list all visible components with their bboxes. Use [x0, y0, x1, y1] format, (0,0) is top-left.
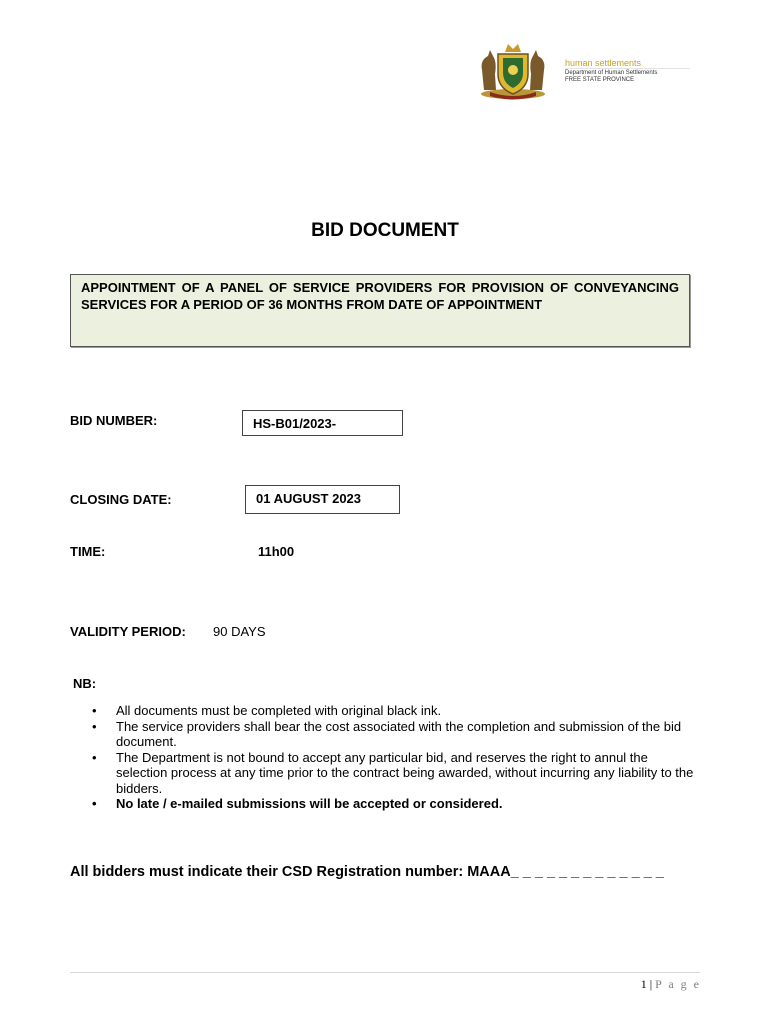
bid-description-box: APPOINTMENT OF A PANEL OF SERVICE PROVIDERS FOR PROVISION OF CONVEYANCING SERVICES FOR A PERIOD OF 36 MONTHS FROM DATE OF APPOINTMENT	[70, 274, 690, 347]
closing-date-label: CLOSING DATE:	[70, 492, 172, 507]
note-text: All documents must be completed with original black ink.	[116, 703, 442, 718]
bullet-icon: •	[92, 796, 97, 811]
validity-period-label: VALIDITY PERIOD:	[70, 624, 186, 639]
page-label: P a g e	[655, 977, 701, 991]
note-text: No late / e-mailed submissions will be accepted or considered.	[116, 796, 503, 811]
validity-period-value: 90 DAYS	[213, 624, 266, 639]
bid-number-label: BID NUMBER:	[70, 413, 158, 428]
list-item	[90, 750, 700, 797]
note-text: The Department is not bound to accept any particular bid, and reserves the right to annul the selection process at any time prior to the contract being awarded, without incurring any liability to the bidders.	[116, 749, 694, 796]
note-text: The service providers shall bear the cost associated with the completion and submission of the bid document.	[116, 718, 682, 749]
time-label: TIME:	[70, 544, 106, 559]
notes-heading: NB:	[73, 676, 97, 691]
closing-date-value: 01 AUGUST 2023	[245, 485, 400, 514]
logo-title: human settlements	[565, 58, 642, 68]
logo-divider	[565, 68, 690, 69]
bullet-icon: •	[92, 749, 97, 765]
bullet-icon: •	[92, 703, 97, 718]
page-number: 1	[640, 977, 647, 991]
csd-registration-line: All bidders must indicate their CSD Registration number: MAAA_ _ _ _ _ _ _ _ _ _ _ _ _	[70, 864, 664, 880]
logo-department: Department of Human Settlements	[565, 70, 658, 76]
logo-province: FREE STATE PROVINCE	[565, 77, 635, 83]
list-item	[90, 796, 700, 812]
time-value: 11h00	[258, 544, 295, 559]
footer-divider	[70, 972, 700, 973]
document-title: BID DOCUMENT	[311, 220, 459, 241]
bid-number-value: HS-B01/2023-	[242, 410, 403, 436]
bullet-icon: •	[92, 718, 97, 734]
page-separator: |	[649, 977, 653, 991]
list-item	[90, 703, 700, 719]
logo-subtitle	[565, 70, 657, 84]
notes-list	[90, 703, 700, 812]
coat-of-arms-icon	[470, 40, 565, 102]
page-footer	[641, 977, 701, 992]
list-item	[90, 719, 700, 750]
